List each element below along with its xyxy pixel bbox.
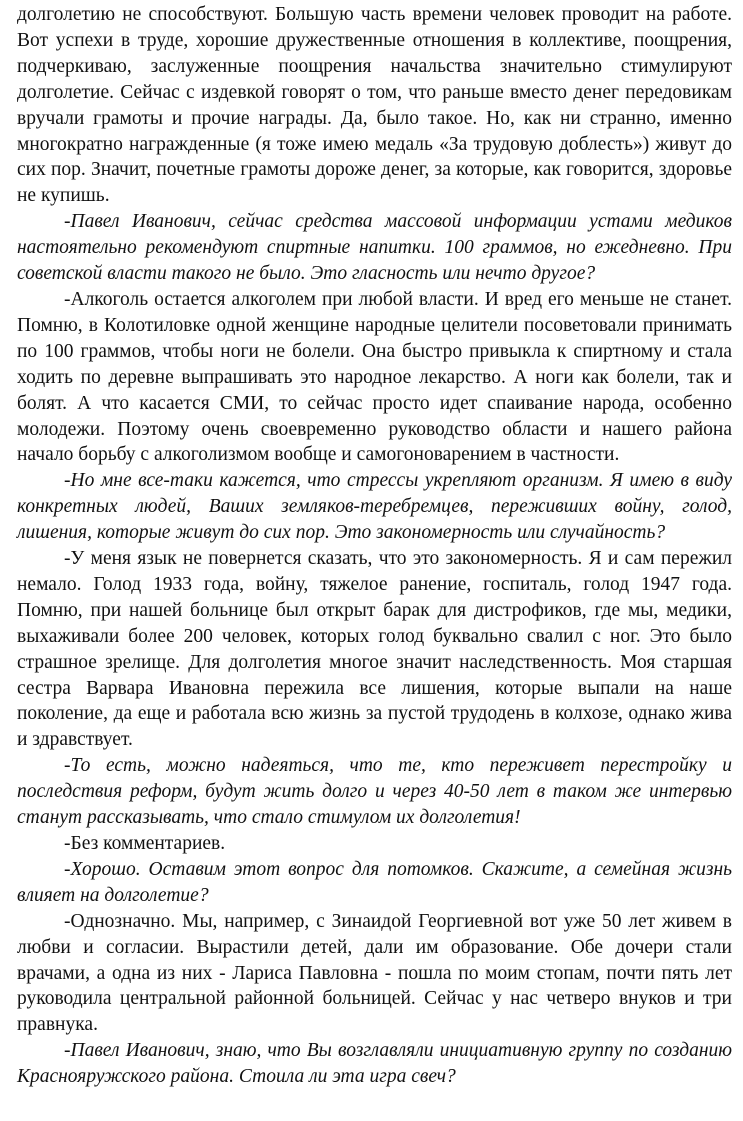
question-paragraph: -Хорошо. Оставим этот вопрос для потомков. Скажите, а семейная жизнь влияет на долголетие? <box>17 858 732 906</box>
answer-paragraph: долголетию не способствуют. Большую часть времени человек проводит на работе. Вот успехи в труде, хорошие дружественные отношения в коллективе, поощрения, подчеркиваю, заслуженные поощрения начальства значительно стимулируют долголетие. Сейчас с издевкой говорят о том, что раньше вместо денег передовикам вручали грамоты и прочие награды. Да, было такое. Но, как ни странно, именно многократно награжденные (я тоже имею медаль «За трудовую доблесть») живут до сих пор. Значит, почетные грамоты дороже денег, за которые, как говорится, здоровье не купишь. <box>17 4 732 207</box>
question-paragraph: -Павел Иванович, знаю, что Вы возглавляли инициативную группу по созданию Краснояружского района. Стоила ли эта игра свеч? <box>17 1040 732 1088</box>
answer-paragraph: -Однозначно. Мы, например, с Зинаидой Георгиевной вот уже 50 лет живем в любви и согласии. Вырастили детей, дали им образование. Обе дочери стали врачами, а одна из них - Лариса Павловна - пошла по моим стопам, почти пять лет руководила центральной районной больницей. Сейчас у нас четверо внуков и три правнука. <box>17 910 732 1036</box>
answer-paragraph: -Алкоголь остается алкоголем при любой власти. И вред его меньше не станет. Помню, в Колотиловке одной женщине народные целители посоветовали принимать по 100 граммов, чтобы ноги не болели. Она быстро привыкла к спиртному и стала ходить по деревне выпрашивать это народное лекарство. А ноги как болели, так и болят. А что касается СМИ, то сейчас просто идет спаивание народа, особенно молодежи. Поэтому очень своевременно руководство области и нашего района начало борьбу с алкоголизмом вообще и самогоноварением в частности. <box>17 288 732 466</box>
question-paragraph: -Павел Иванович, сейчас средства массовой информации устами медиков настоятельно рекомендуют спиртные напитки. 100 граммов, но ежедневно. При советской власти такого не было. Это гласность или нечто другое? <box>17 211 732 285</box>
document-page <box>17 2 732 1090</box>
question-paragraph: -То есть, можно надеяться, что те, кто переживет перестройку и последствия реформ, будут жить долго и через 40-50 лет в таком же интервью станут рассказывать, что стало стимулом их долголетия! <box>17 755 732 829</box>
question-paragraph: -Но мне все-таки кажется, что стрессы укрепляют организм. Я имею в виду конкретных людей, Ваших земляков-теребремцев, переживших войну, голод, лишения, которые живут до сих пор. Это закономерность или случайность? <box>17 470 732 544</box>
answer-paragraph: -Без комментариев. <box>64 833 226 854</box>
answer-paragraph: -У меня язык не повернется сказать, что это закономерность. Я и сам пережил немало. Голод 1933 года, войну, тяжелое ранение, госпиталь, голод 1947 года. Помню, при нашей больнице был открыт барак для дистрофиков, где мы, медики, выхаживали более 200 человек, которых голод буквально свалил с ног. Это было страшное зрелище. Для долголетия многое значит наследственность. Моя старшая сестра Варвара Ивановна пережила все лишения, которые выпали на наше поколение, да еще и работала всю жизнь за пустой трудодень в колхозе, однако жива и здравствует. <box>17 548 732 751</box>
